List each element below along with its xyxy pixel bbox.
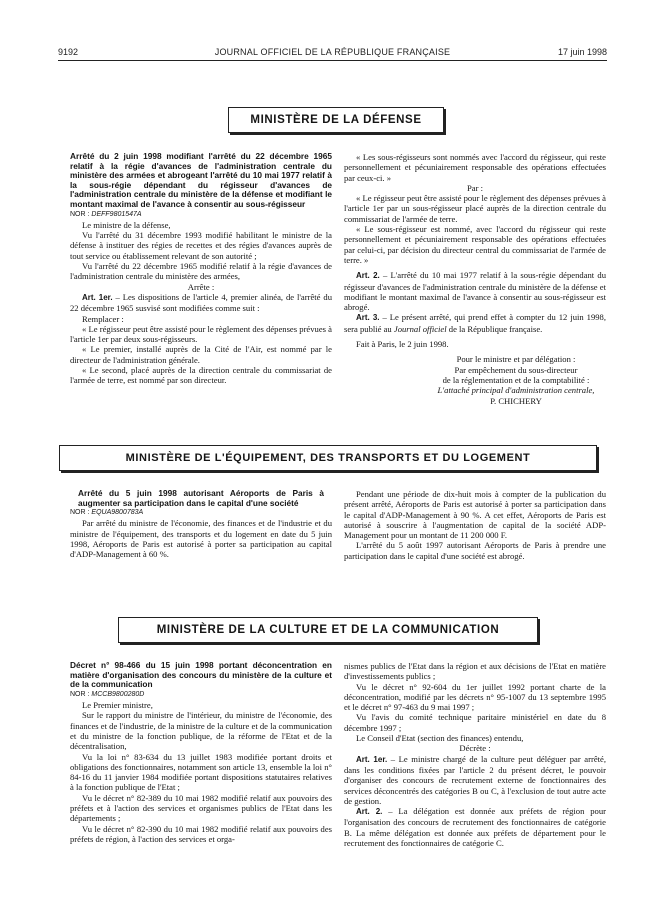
- paragraph: « Les sous-régisseurs sont nommés avec l'accord du régisseur, qui reste personnellement et pécuniairement responsable des opérations effectuées par ceux-ci. »: [344, 152, 606, 183]
- defense-left-column: [70, 152, 332, 386]
- paragraph: « Le second, placé auprès de la direction centrale du commissariat de l'armée de terre, est nommé par son directeur.: [70, 365, 332, 386]
- paragraph: Le ministre de la défense,: [82, 219, 171, 230]
- paragraph: Pendant une période de dix-huit mois à compter de la publication du présent arrêté, Aéroports de Paris est autorisé à porter sa participation dans le capital d'ADP-Management à 90 %. A cet effet, Aéroports de Paris est autorisé à souscrire à l'augmentation de capital de la société ADP-Management pour un montant de 11 200 000 F.: [344, 489, 606, 541]
- issue-date: 17 juin 1998: [557, 47, 607, 57]
- article-2: Art. 2. – L'arrêté du 10 mai 1977 relatif à la sous-régie dépendant du régisseur d'avances de l'administration centrale du ministère de la défense et modifiant le montant maximal de l'avance à consentir au sous-régisseur est abrogé.: [344, 270, 607, 313]
- culture-left-column: [70, 661, 332, 844]
- article-3: Art. 3. – Le présent arrêté, qui prend effet à compter du 12 juin 1998, sera publié au Journal officiel de la République française.: [344, 312, 606, 334]
- paragraph: Vu la loi n° 83-634 du 13 juillet 1983 modifiée portant droits et obligations des fonctionnaires, notamment son article 13, ensemble la loi n° 84-16 du 11 janvier 1984 modifiée portant dispositions statutaires relatives à la fonction publique de l'Etat ;: [70, 751, 332, 793]
- paragraph: Le Conseil d'Etat (section des finances) entendu,: [356, 733, 524, 744]
- ministry-heading-equipement: MINISTÈRE DE L'ÉQUIPEMENT, DES TRANSPORTS ET DU LOGEMENT: [59, 445, 597, 471]
- decree-title: Arrêté du 5 juin 1998 autorisant Aéroports de Paris à augmenter sa participation dans le capital d'une société: [78, 488, 324, 508]
- article-1: Art. 1er. – Les dispositions de l'article 4, premier alinéa, de l'arrêté du 22 décembre 1965 susvisé sont modifiées comme suit :: [70, 291, 333, 314]
- page-number: 9192: [58, 47, 79, 57]
- signature-block: Pour le ministre et par délégation : Par empêchement du sous-directeur de la réglementation et de la comptabilité : L'attaché principal d'administration centrale, P. CHICHERY: [437, 354, 595, 406]
- decree-title: Arrêté du 2 juin 1998 modifiant l'arrêté du 22 décembre 1965 relatif à la régie d'avances de l'administration centrale du ministère des armées et abrogeant l'arrêté du 10 mai 1977 relatif à la sous-régie dépendant du régisseur d'avances de l'administration centrale du ministère de la défense et modifiant le montant maximal de l'avance à consentir au sous-régisseur: [70, 151, 332, 209]
- article-1: Art. 1er. – Le ministre chargé de la culture peut déléguer par arrêté, dans les conditions fixées par l'article 2 du présent décret, le pouvoir d'organiser des concours de recrutement externe de fonctionnaires des services déconcentrés des catégories B ou C, à l'exclusion de tout autre acte de gestion.: [344, 753, 606, 806]
- decree-title: Décret n° 98-466 du 15 juin 1998 portant déconcentration en matière d'organisation des concours du ministère de la culture et de la communication: [70, 660, 332, 690]
- paragraph: Par arrêté du ministre de l'économie, des finances et de l'industrie et du ministre de l'équipement, des transports et du logement en date du 5 juin 1998, Aéroports de Paris est autorisé à porter sa participation au capital d'ADP-Management à 60 %.: [70, 518, 332, 560]
- nor-reference: NOR : EQUA9800783A: [70, 509, 144, 517]
- culture-right-column: [344, 661, 606, 848]
- paragraph: Vu l'arrêté du 31 décembre 1993 modifié habilitant le ministre de la défense à instituer des régies de recettes et des régies d'avances auprès de tout service ou établissement relevant de son autorité ;: [70, 230, 332, 261]
- defense-right-column: [344, 152, 606, 406]
- paragraph: Arrête :: [187, 281, 215, 292]
- paragraph: Vu le décret n° 82-390 du 10 mai 1982 modifié relatif aux pouvoirs des préfets de région, à l'action des services et orga-: [70, 823, 332, 844]
- paragraph: « Le premier, installé auprès de la Cité de l'Air, est nommé par le directeur de l'administration générale.: [70, 344, 332, 365]
- nor-reference: NOR : MCCB9800280D: [70, 690, 145, 698]
- ministry-heading-culture: MINISTÈRE DE LA CULTURE ET DE LA COMMUNICATION: [118, 617, 538, 643]
- ministry-heading-defense: MINISTÈRE DE LA DÉFENSE: [228, 107, 444, 133]
- signature-date: Fait à Paris, le 2 juin 1998.: [356, 339, 449, 350]
- paragraph: Vu l'arrêté du 22 décembre 1965 modifié relatif à la régie d'avances de l'administration centrale du ministère des armées,: [70, 261, 332, 282]
- paragraph: Remplacer :: [82, 313, 124, 324]
- equipement-left-column: [70, 489, 332, 560]
- paragraph: L'arrêté du 5 août 1997 autorisant Aéroports de Paris à prendre une participation dans le capital d'une société est abrogé.: [344, 540, 606, 561]
- journal-title: JOURNAL OFFICIEL DE LA RÉPUBLIQUE FRANÇAISE: [214, 47, 451, 57]
- paragraph: Vu le décret n° 92-604 du 1er juillet 1992 portant charte de la déconcentration, modifié par les décrets n° 95-1007 du 13 septembre 1995 et le décret n° 97-463 du 9 mai 1997 ;: [344, 681, 606, 713]
- paragraph: Le Premier ministre,: [82, 700, 153, 711]
- paragraph: Décrète :: [459, 743, 491, 754]
- paragraph: Vu l'avis du comité technique paritaire ministériel en date du 8 décembre 1997 ;: [344, 712, 606, 733]
- paragraph: « Le régisseur peut être assisté pour le règlement des dépenses prévues à l'article 1er par deux sous-régisseurs.: [70, 323, 332, 345]
- paragraph: nismes publics de l'Etat dans la région et aux décisions de l'Etat en matière d'investissements publics ;: [344, 661, 606, 682]
- article-2: Art. 2. – La délégation est donnée aux préfets de région pour l'organisation des concours de recrutement des fonctionnaires de catégorie B. La même délégation est donnée aux préfets de département pour le recrutement des fonctionnaires de catégorie C.: [344, 806, 606, 849]
- paragraph: « Le régisseur peut être assisté pour le règlement des dépenses prévues à l'article 1er par un sous-régisseur placé auprès de la direction centrale du commissariat de l'armée de terre.: [344, 193, 606, 224]
- equipement-right-column: [344, 489, 606, 561]
- paragraph: « Le sous-régisseur est nommé, avec l'accord du régisseur qui reste personnellement et pécuniairement responsable des opérations effectuées par celui-ci, par décision du directeur central du commissariat de l'armée de terre. »: [344, 224, 606, 265]
- paragraph: Sur le rapport du ministre de l'intérieur, du ministre de l'économie, des finances et de l'industrie, de la ministre de la culture et de la communication et du ministre de la fonction publique, de la réforme de l'Etat et de la décentralisation,: [70, 710, 332, 752]
- paragraph: Par :: [467, 182, 483, 193]
- paragraph: Vu le décret n° 82-389 du 10 mai 1982 modifié relatif aux pouvoirs des préfets et à l'action des services et organismes publics de l'Etat dans les départements ;: [70, 792, 332, 824]
- header-rule: [58, 60, 607, 61]
- nor-reference: NOR : DEFF9801547A: [70, 210, 142, 218]
